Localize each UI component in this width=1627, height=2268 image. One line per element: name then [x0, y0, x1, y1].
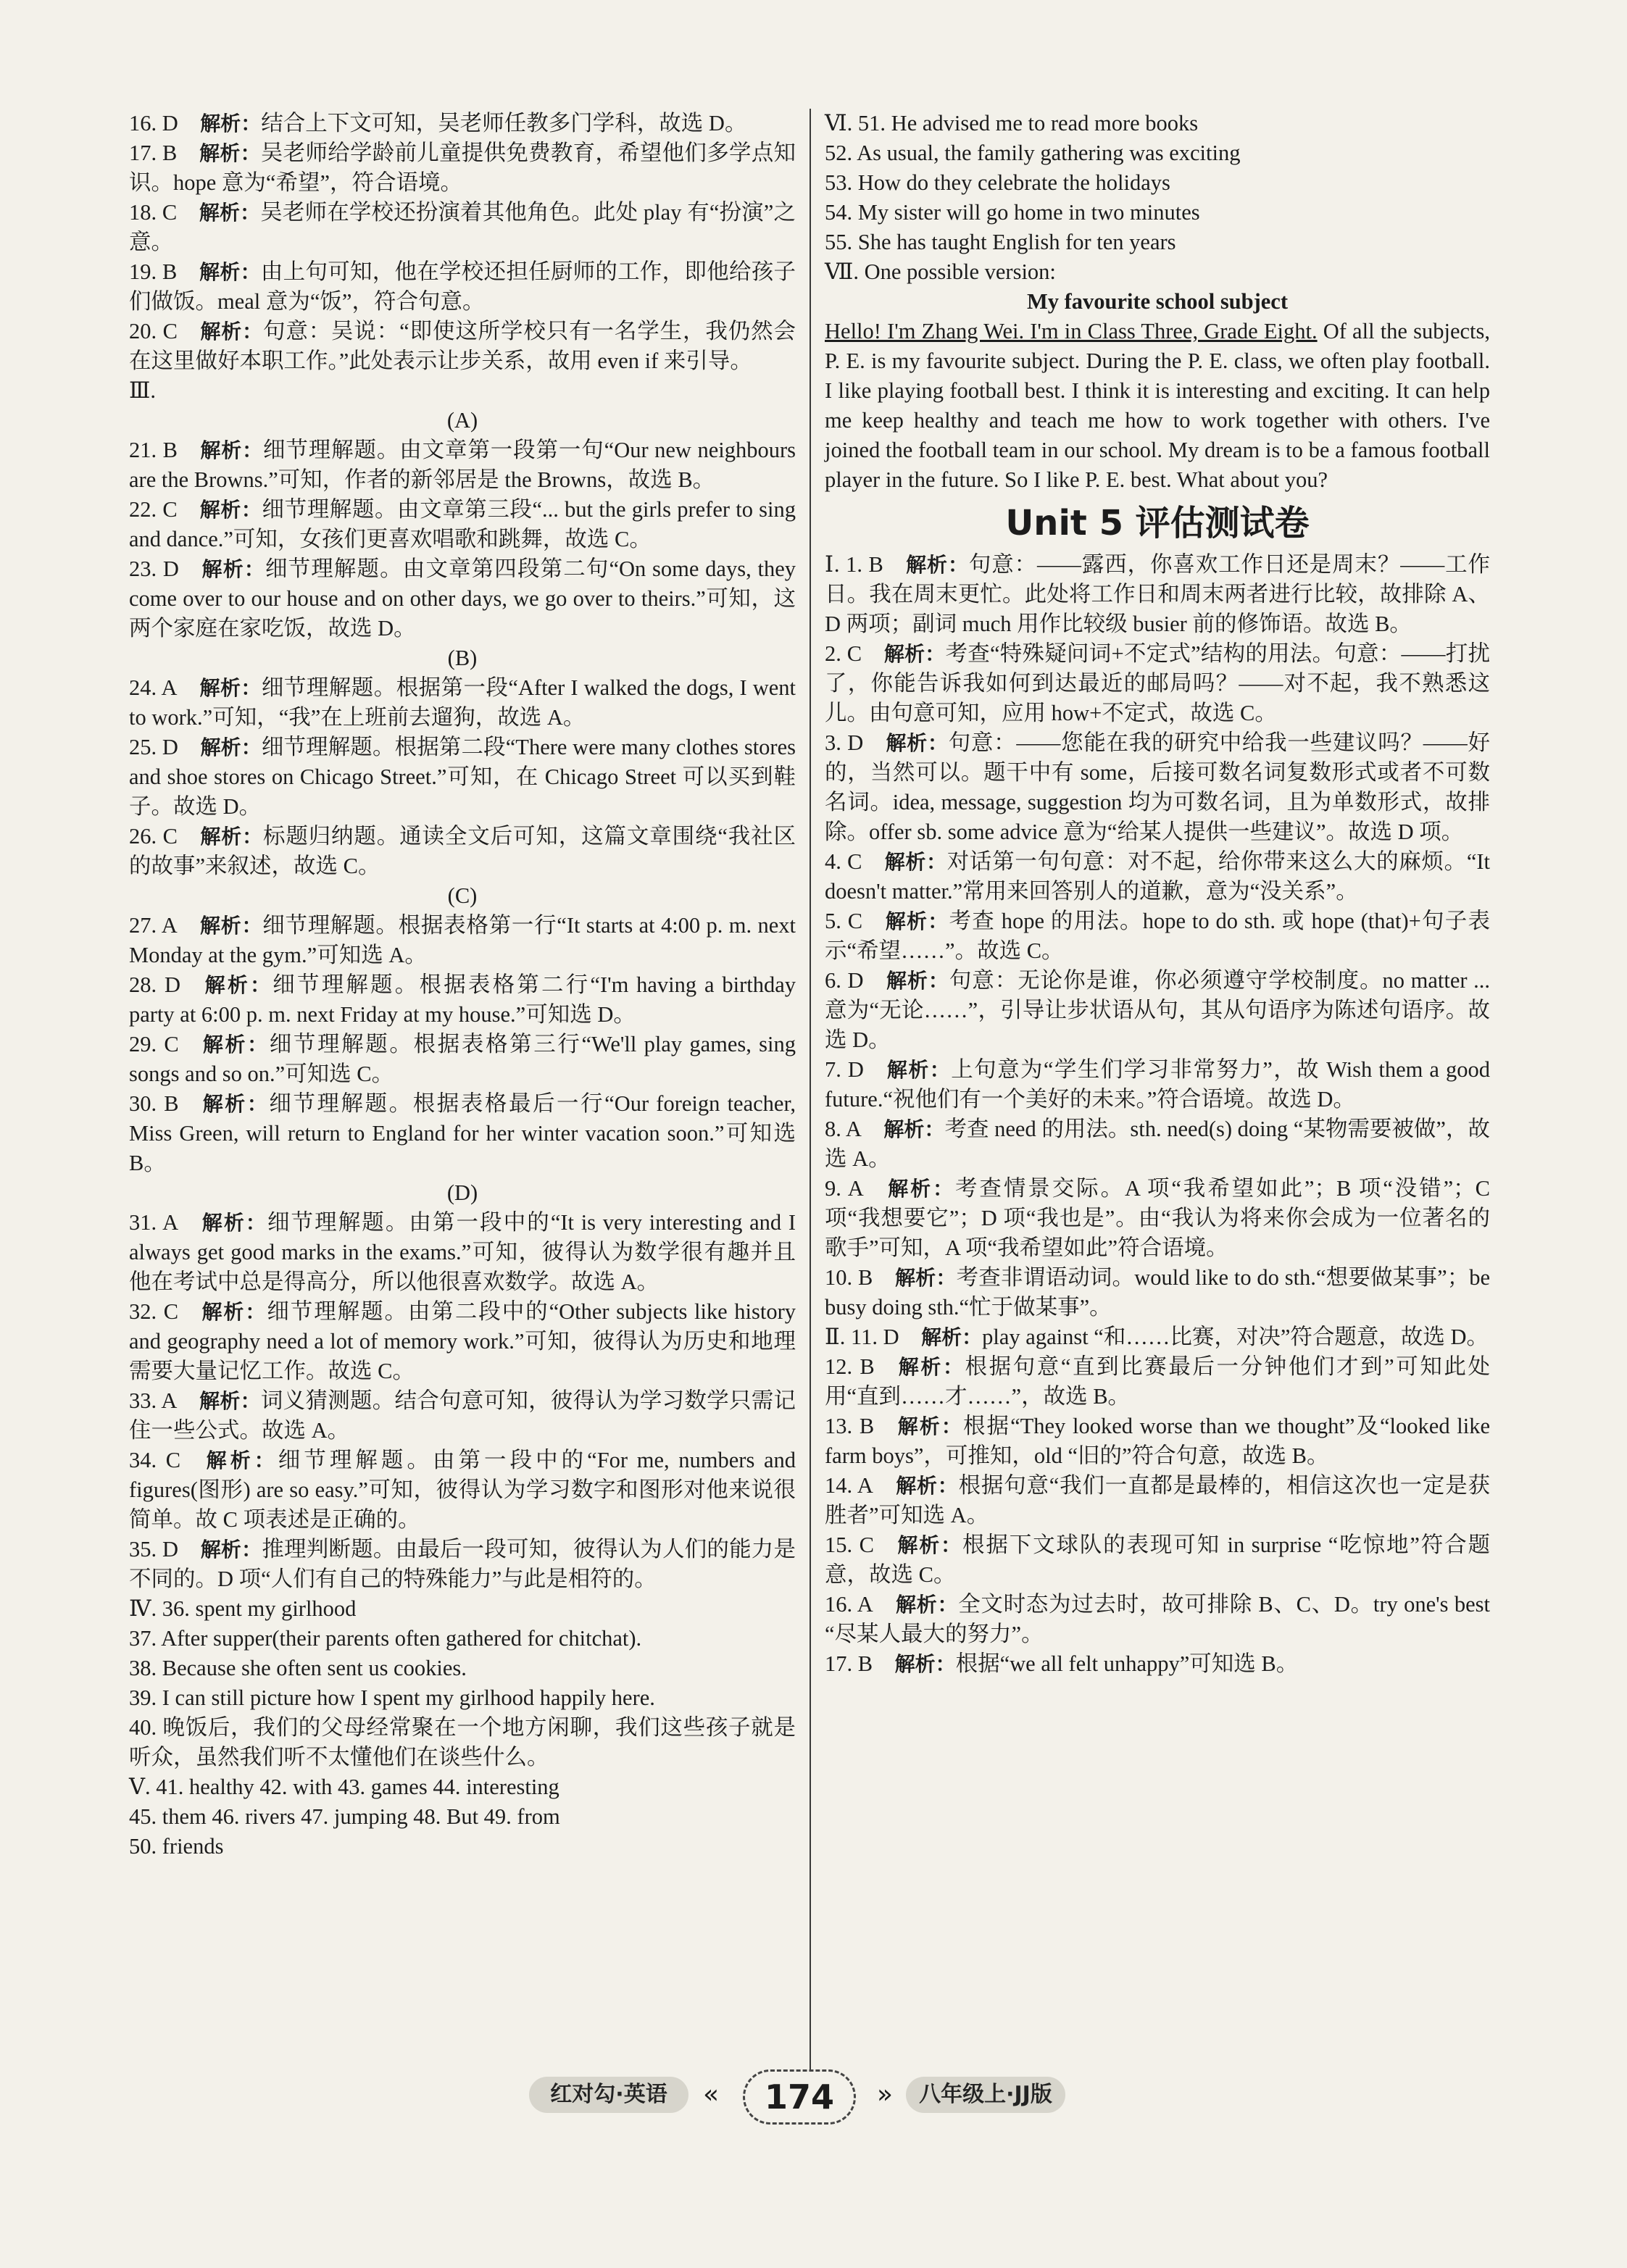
answer-number: 18. C — [129, 200, 178, 225]
answer-item — [129, 1535, 796, 1594]
answer-number: 12. B — [825, 1354, 875, 1379]
answer-number: Ⅱ. 11. D — [825, 1325, 899, 1349]
analysis-label: 解析： — [886, 1177, 955, 1201]
answer-item — [825, 1590, 1490, 1649]
answer-number: 7. D — [825, 1057, 864, 1082]
analysis-label: 解析： — [896, 1414, 963, 1438]
analysis-label: 解析： — [884, 909, 949, 933]
footer-arrow-right: » — [877, 2080, 894, 2109]
answer-item — [129, 673, 796, 733]
answer-item — [825, 639, 1490, 728]
passage-label: (C) — [447, 883, 478, 908]
answer-item — [129, 554, 796, 643]
answer-explanation: 细节理解题。由第一段中的“It is very interesting and I always get good marks in the exams.”可知，彼得认为数学很有趣并且他在考试中总是得高分，所以他很喜欢数学。故选 A。 — [129, 1210, 796, 1294]
page-footer — [529, 2069, 1109, 2127]
answer-item — [825, 1174, 1490, 1263]
answer-item — [129, 1386, 796, 1446]
answer-explanation: 对话第一句句意：对不起，给你带来这么大的麻烦。“It doesn't matter.”常用来回答别人的道歉，意为“没关系”。 — [825, 849, 1490, 904]
answer-explanation: 根据“we all felt unhappy”可知选 B。 — [955, 1651, 1299, 1676]
answer-item — [129, 970, 796, 1030]
answer-line: 39. I can still picture how I spent my girlhood happily here. — [129, 1685, 655, 1710]
answer-number: 24. A — [129, 675, 178, 700]
answer-explanation: 考查 hope 的用法。hope to do sth. 或 hope (that)+句子表示“希望……”。故选 C。 — [825, 909, 1490, 963]
answer-line: Ⅶ. One possible version: — [825, 259, 1056, 284]
analysis-label: 解析： — [896, 1355, 965, 1379]
analysis-label: 解析： — [200, 1300, 267, 1324]
analysis-label: 解析： — [199, 676, 262, 700]
passage-label: (D) — [446, 1180, 478, 1205]
answer-line: 53. How do they celebrate the holidays — [825, 170, 1170, 195]
answer-explanation: 细节理解题。根据表格最后一行“Our foreign teacher, Miss Green, will return to England for her winter vacation soon.”可知选 B。 — [129, 1091, 796, 1175]
answer-item — [825, 1055, 1490, 1114]
answer-item — [129, 317, 796, 376]
analysis-label: 解析： — [894, 1652, 956, 1676]
answer-line: 50. friends — [129, 1834, 224, 1859]
answer-item — [129, 733, 796, 822]
analysis-label: 解析： — [895, 1474, 959, 1498]
answer-item — [825, 728, 1490, 847]
answer-line: 40. 晚饭后，我们的父母经常聚在一个地方闲聊，我们这些孩子就是听众，虽然我们听不太懂他们在谈些什么。 — [129, 1715, 796, 1769]
section-label: Ⅲ. — [129, 378, 157, 403]
answer-number: 15. C — [825, 1533, 874, 1557]
analysis-label: 解析： — [200, 1211, 267, 1235]
answer-number: 29. C — [129, 1032, 179, 1056]
answer-explanation: 根据“They looked worse than we thought”及“looked like farm boys”，可推知，old “旧的”符合句意，故选 B。 — [825, 1414, 1490, 1468]
answer-item — [825, 1471, 1490, 1530]
answer-item — [129, 495, 796, 554]
answer-item — [129, 109, 796, 138]
answer-explanation: 吴老师给学龄前儿童提供免费教育，希望他们多学点知识。hope 意为“希望”，符合语境。 — [129, 141, 796, 195]
footer-arrow-left: « — [703, 2080, 720, 2109]
answer-explanation: 根据下文球队的表现可知 in surprise “吃惊地”符合题意，故选 C。 — [825, 1533, 1490, 1587]
answer-number: 20. C — [129, 319, 178, 343]
answer-item — [129, 1089, 796, 1178]
analysis-label: 解析： — [202, 973, 273, 997]
analysis-label: 解析： — [896, 1533, 962, 1557]
answer-item — [129, 1208, 796, 1297]
answer-line: Ⅵ. 51. He advised me to read more books — [825, 111, 1199, 136]
analysis-label: 解析： — [895, 1593, 959, 1617]
footer-grade-edition: 八年级上·JJ版 — [906, 2077, 1065, 2113]
answer-number: 2. C — [825, 641, 862, 666]
answer-number: 25. D — [129, 735, 178, 759]
answer-item — [129, 911, 796, 970]
analysis-label: 解析： — [201, 1033, 270, 1056]
answer-item — [129, 435, 796, 495]
answer-number: 8. A — [825, 1117, 862, 1141]
answer-number: 31. A — [129, 1210, 179, 1235]
answer-number: 9. A — [825, 1176, 864, 1201]
answers-vi-vii — [825, 109, 1490, 287]
answer-number: Ⅰ. 1. B — [825, 552, 883, 577]
answer-item — [129, 257, 796, 317]
answer-item — [825, 1412, 1490, 1471]
answer-number: 14. A — [825, 1473, 873, 1498]
answer-explanation: 细节理解题。根据表格第二行“I'm having a birthday party at 6:00 p. m. next Friday at my house.”可知选 D。 — [129, 972, 796, 1027]
answer-item — [825, 550, 1490, 639]
answer-explanation: 根据句意“直到比赛最后一分钟他们才到”可知此处用“直到……才……”，故选 B。 — [825, 1354, 1490, 1409]
answer-explanation: 考查情景交际。A 项“我希望如此”；B 项“没错”；C 项“我想要它”；D 项“我也是”。由“我认为将来你会成为一位著名的歌手”可知，A 项“我希望如此”符合语境。 — [825, 1176, 1490, 1260]
answer-explanation: 细节理解题。由文章第四段第二句“On some days, they come over to our house and on other days, we go over to theirs.”可知，这两个家庭在家吃饭，故选 D。 — [129, 556, 796, 641]
analysis-label: 解析： — [201, 557, 265, 581]
analysis-label: 解析： — [199, 1389, 261, 1413]
left-column — [129, 109, 796, 1861]
analysis-label: 解析： — [199, 201, 261, 225]
answer-item — [129, 138, 796, 198]
answer-number: 13. B — [825, 1414, 875, 1438]
answer-explanation: 细节理解题。由文章第一段第一句“Our new neighbours are the Browns.”可知，作者的新邻居是 the Browns，故选 B。 — [129, 438, 796, 492]
answer-explanation: 根据句意“我们一直都是最棒的，相信这次也一定是获胜者”可知选 A。 — [825, 1473, 1490, 1527]
answer-number: 3. D — [825, 730, 864, 755]
answer-line: Ⅳ. 36. spent my girlhood — [129, 1596, 357, 1621]
analysis-label: 解析： — [200, 735, 262, 759]
analysis-label: 解析： — [884, 850, 947, 874]
answer-line: 37. After supper(their parents often gathered for chitchat). — [129, 1626, 642, 1651]
answer-number: 35. D — [129, 1537, 178, 1562]
analysis-label: 解析： — [886, 1058, 952, 1082]
answer-line: 45. them 46. rivers 47. jumping 48. But 49. from — [129, 1804, 560, 1829]
essay-body — [825, 317, 1490, 495]
footer-book-name: 红对勾·英语 — [529, 2077, 688, 2113]
answer-number: 27. A — [129, 913, 178, 938]
answer-item — [825, 1530, 1490, 1590]
answer-line: 52. As usual, the family gathering was exciting — [825, 141, 1241, 165]
answer-explanation: 考查“特殊疑问词+不定式”结构的用法。句意：——打扰了，你能告诉我如何到达最近的邮局吗？——对不起，我不熟悉这儿。由句意可知，应用 how+不定式，故选 C。 — [825, 641, 1490, 725]
essay-underlined: Hello! I'm Zhang Wei. I'm in Class Three, Grade Eight. — [825, 319, 1318, 343]
answer-line: 38. Because she often sent us cookies. — [129, 1656, 467, 1680]
answer-explanation: 细节理解题。由第二段中的“Other subjects like history and geography need a lot of memory work.”可知，彼得认为历史和地理需要大量记忆工作。故选 C。 — [129, 1299, 796, 1383]
answer-number: 34. C — [129, 1448, 181, 1472]
analysis-label: 解析： — [199, 260, 261, 284]
answer-explanation: 考查 need 的用法。sth. need(s) doing “某物需要被做”，故选 A。 — [825, 1117, 1491, 1171]
answer-explanation: 全文时态为过去时，故可排除 B、C、D。try one's best “尽某人最大的努力”。 — [825, 1592, 1490, 1646]
answer-line: Ⅴ. 41. healthy 42. with 43. games 44. interesting — [129, 1775, 559, 1799]
answer-item — [129, 1030, 796, 1089]
analysis-label: 解析： — [894, 1266, 957, 1290]
passage-label: (A) — [446, 408, 478, 433]
page-number: 174 — [743, 2069, 856, 2125]
column-divider — [810, 109, 811, 2072]
answer-number: 16. D — [129, 111, 178, 136]
answer-explanation: 由上句可知，他在学校还担任厨师的工作，即他给孩子们做饭。meal 意为“饭”，符合句意。 — [129, 259, 796, 314]
answer-explanation: 细节理解题。由第一段中的“For me, numbers and figures(图形) are so easy.”可知，彼得认为学习数字和图形对他来说很简单。故 C 项表述是正确的。 — [129, 1448, 796, 1532]
answer-number: 21. B — [129, 438, 178, 462]
analysis-label: 解析： — [199, 498, 262, 522]
analysis-label: 解析： — [200, 112, 262, 136]
answer-line: 54. My sister will go home in two minutes — [825, 200, 1200, 225]
answer-number: 30. B — [129, 1091, 179, 1116]
answer-number: 28. D — [129, 972, 180, 997]
analysis-label: 解析： — [921, 1325, 983, 1349]
essay-title: My favourite school subject — [1026, 289, 1288, 314]
answer-explanation: 细节理解题。根据表格第三行“We'll play games, sing songs and so on.”可知选 C。 — [129, 1032, 796, 1086]
answer-number: 17. B — [129, 141, 178, 165]
answer-item — [129, 1297, 796, 1386]
answer-explanation: 考查非谓语动词。would like to do sth.“想要做某事”；be busy doing sth.“忙于做某事”。 — [825, 1265, 1490, 1319]
answer-item — [825, 906, 1490, 966]
answer-explanation: play against “和……比赛，对决”符合题意，故选 D。 — [982, 1325, 1489, 1349]
analysis-label: 解析： — [883, 1117, 945, 1141]
answer-item — [825, 1322, 1490, 1352]
answer-number: 17. B — [825, 1651, 873, 1676]
answer-item — [825, 1114, 1490, 1174]
analysis-label: 解析： — [883, 642, 946, 666]
answer-number: 33. A — [129, 1388, 178, 1413]
answer-item — [129, 198, 796, 257]
unit-heading: Unit 5 评估测试卷 — [1005, 503, 1310, 543]
analysis-label: 解析： — [201, 1092, 270, 1116]
essay-text: Of all the subjects, P. E. is my favourite subject. During the P. E. class, we often play football. I like playing football best. I think it is interesting and exciting. It can help me keep healthy and teach me how to work together with others. I've joined the football team in our school. My dream is to be a famous football player in the future. So I like P. E. best. What about you? — [825, 319, 1490, 492]
answer-explanation: 句意：吴说：“即使这所学校只有一名学生，我仍然会在这里做好本职工作。”此处表示让步关系，故用 even if 来引导。 — [129, 319, 796, 373]
answer-number: 23. D — [129, 556, 179, 581]
answer-explanation: 句意：——露西，你喜欢工作日还是周末？——工作日。我在周末更忙。此处将工作日和周末两者进行比较，故排除 A、D 两项；副词 much 用作比较级 busier 前的修饰语。故选 B。 — [825, 552, 1490, 636]
answer-line: 55. She has taught English for ten years — [825, 230, 1176, 254]
answer-explanation: 吴老师在学校还扮演着其他角色。此处 play 有“扮演”之意。 — [129, 200, 796, 254]
answer-explanation: 细节理解题。根据第一段“After I walked the dogs, I went to work.”可知，“我”在上班前去遛狗，故选 A。 — [129, 675, 796, 730]
analysis-label: 解析： — [200, 1538, 262, 1562]
analysis-label: 解析： — [199, 141, 261, 165]
answer-number: 6. D — [825, 968, 864, 993]
answer-number: 5. C — [825, 909, 863, 933]
analysis-label: 解析： — [199, 438, 263, 462]
answer-explanation: 推理判断题。由最后一段可知，彼得认为人们的能力是不同的。D 项“人们有自己的特殊能力”与此是相符的。 — [129, 1537, 796, 1591]
answer-item — [825, 847, 1490, 906]
answer-item — [825, 1263, 1490, 1322]
analysis-label: 解析： — [885, 731, 949, 755]
answer-number: 10. B — [825, 1265, 873, 1290]
answer-explanation: 结合上下文可知，吴老师任教多门学科，故选 D。 — [261, 111, 747, 136]
answer-explanation: 上句意为“学生们学习非常努力”，故 Wish them a good future.“祝他们有一个美好的未来。”符合语境。故选 D。 — [825, 1057, 1490, 1112]
answer-number: 4. C — [825, 849, 862, 874]
answer-number: 19. B — [129, 259, 178, 284]
answer-explanation: 细节理解题。由文章第三段“... but the girls prefer to sing and dance.”可知，女孩们更喜欢唱歌和跳舞，故选 C。 — [129, 497, 796, 551]
right-column — [825, 109, 1490, 1679]
answer-number: 32. C — [129, 1299, 179, 1324]
analysis-label: 解析： — [905, 553, 969, 577]
answer-explanation: 词义猜测题。结合句意可知，彼得认为学习数学只需记住一些公式。故选 A。 — [129, 1388, 796, 1443]
answer-number: 16. A — [825, 1592, 873, 1617]
analysis-label: 解析： — [202, 1448, 278, 1472]
unit5-answers — [825, 550, 1490, 1679]
answer-number: 26. C — [129, 824, 178, 849]
answer-explanation: 细节理解题。根据第二段“There were many clothes stores and shoe stores on Chicago Street.”可知，在 Chicago Street 可以买到鞋子。故选 D。 — [129, 735, 796, 819]
analysis-label: 解析： — [199, 914, 263, 938]
analysis-label: 解析： — [886, 969, 949, 993]
answer-item — [129, 1446, 796, 1535]
analysis-label: 解析： — [199, 320, 263, 343]
answer-explanation: 标题归纳题。通读全文后可知，这篇文章围绕“我社区的故事”来叙述，故选 C。 — [129, 824, 796, 878]
answer-explanation: 句意：——您能在我的研究中给我一些建议吗？——好的，当然可以。题干中有 some，后接可数名词复数形式或者不可数名词。idea, message, suggestion 均为可数名词，且为单数形式，故排除。offer sb. some advice 意为“给某人提供一些建议”。故选 D 项。 — [825, 730, 1490, 844]
passage-label: (B) — [447, 646, 478, 670]
answer-explanation: 句意：无论你是谁，你必须遵守学校制度。no matter ... 意为“无论……”，引导让步状语从句，其从句语序为陈述句语序。故选 D。 — [825, 968, 1490, 1052]
answer-item — [825, 1352, 1490, 1412]
answer-explanation: 细节理解题。根据表格第一行“It starts at 4:00 p. m. next Monday at the gym.”可知选 A。 — [129, 913, 796, 967]
analysis-label: 解析： — [199, 825, 263, 849]
answer-item — [825, 1649, 1490, 1679]
answer-item — [825, 966, 1490, 1055]
answer-number: 22. C — [129, 497, 178, 522]
answer-item — [129, 822, 796, 881]
